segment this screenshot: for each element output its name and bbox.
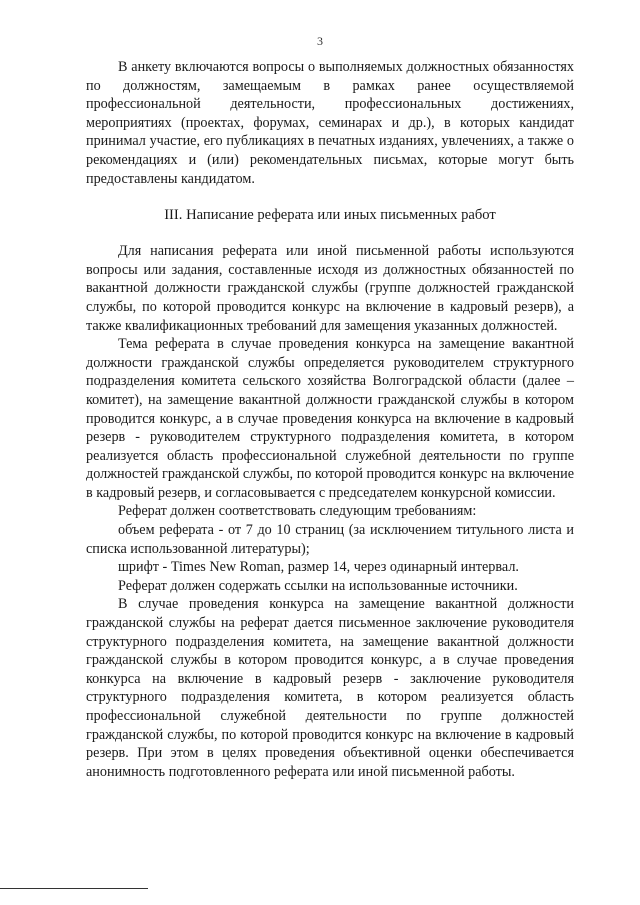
paragraph-questionnaire: В анкету включаются вопросы о выполняемых должностных обязанностях по должностям, замещаемым в рамках ранее осуществляемой профессиональной деятельности, профессиональных достижениях, мероприятиях (проектах, форумах, семинарах и др.), в которых кандидат принимал участие, его публикациях в печатных изданиях, увлечениях, а также о рекомендациях и (или) рекомендательных письмах, которые могут быть предоставлены кандидатом. [86,59,574,187]
paragraph-requirements: Реферат должен соответствовать следующим требованиям: [118,503,477,520]
paragraph-volume: объем реферата - от 7 до 10 страниц (за исключением титульного листа и списка использованной литературы); [86,522,574,557]
paragraph-tasks: Для написания реферата или иной письменной работы используются вопросы или задания, составленные исходя из должностных обязанностей по вакантной должности гражданской службы (группе должностей гражданской службы, по которой проводится конкурс на включение в кадровый резерв), а также квалификационных требований для замещения указанных должностей. [86,243,574,334]
section-heading: III. Написание реферата или иных письменных работ [164,207,496,224]
paragraph-references: Реферат должен содержать ссылки на использованные источники. [118,577,518,594]
paragraph-topic: Тема реферата в случае проведения конкурса на замещение вакантной должности гражданской службы определяется руководителем структурного подразделения комитета сельского хозяйства Волгоградской области (далее – комитет), на замещение вакантной должности гражданской службы в котором проводится конкурс, а в случае проведения конкурса на включение в кадровый резерв - руководителем структурного подразделения комитета, в котором реализуется область профессиональной служебной деятельности по группе должностей гражданской службы, по которой проводится конкурс на включение в кадровый резерв, и согласовывается с председателем конкурсной комиссии. [86,336,574,501]
paragraph-conclusion: В случае проведения конкурса на замещение вакантной должности гражданской службы на реферат дается письменное заключение руководителя структурного подразделения комитета, на замещение вакантной должности гражданской службы в котором проводится конкурс, а в случае проведения конкурса на включение в кадровый резерв - заключение руководителя структурного подразделения комитета, в котором реализуется область профессиональной служебной деятельности по группе должностей гражданской службы, по которой проводится конкурс на включение в кадровый резерв. При этом в целях проведения объективной оценки обеспечивается анонимность подготовленного реферата или иной письменной работы. [86,596,574,780]
paragraph-font: шрифт - Times New Roman, размер 14, через одинарный интервал. [118,559,519,576]
document-body [86,58,574,781]
footnote-divider [0,888,148,889]
page-number: 3 [317,34,323,48]
